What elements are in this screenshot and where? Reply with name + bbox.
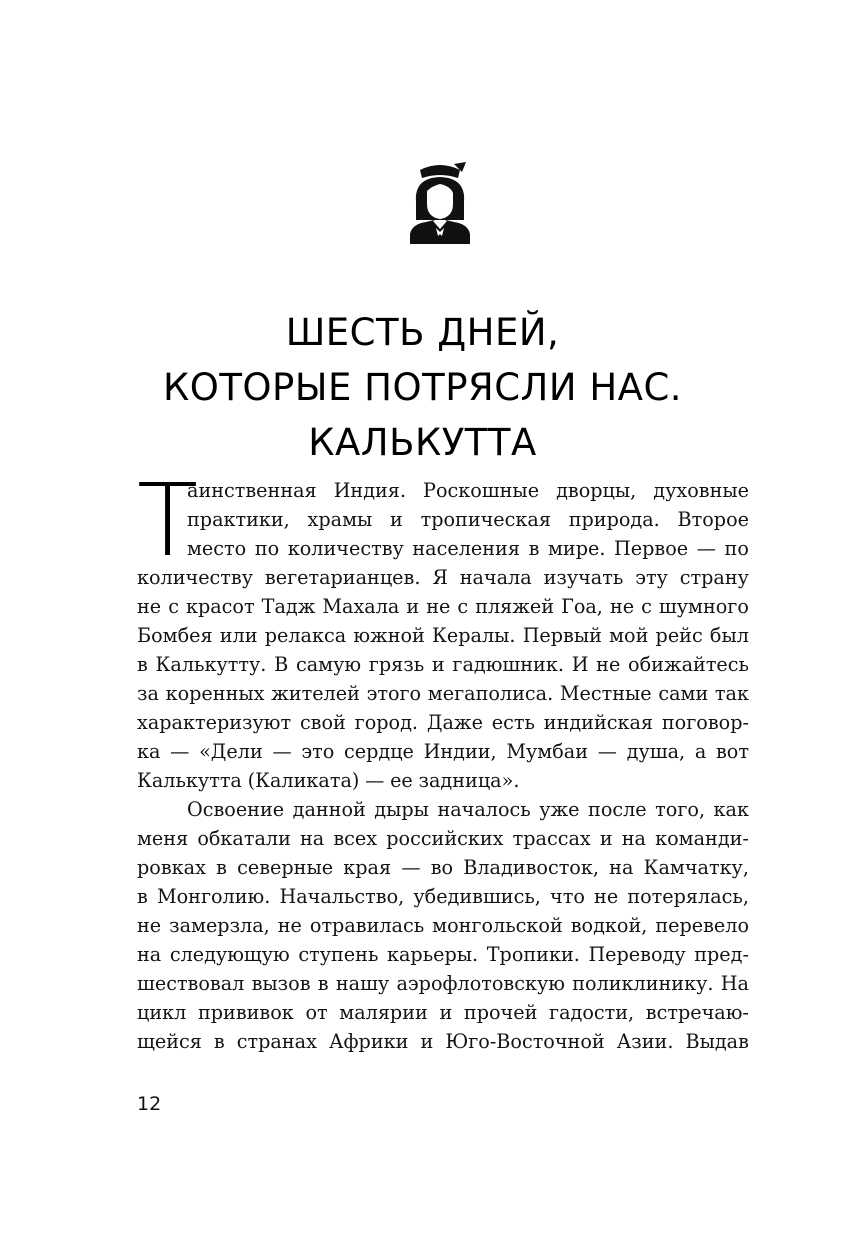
paragraph-2-line xyxy=(137,969,749,998)
word: духовные xyxy=(653,479,749,502)
word: Индии, xyxy=(423,740,497,763)
word: этого xyxy=(366,682,422,705)
word: Калькутту. xyxy=(155,653,267,676)
word: с xyxy=(168,595,179,618)
word: Начальство, xyxy=(279,885,405,908)
word: И xyxy=(571,653,589,676)
paragraph-1-line xyxy=(137,679,749,708)
word: Гоа, xyxy=(561,595,603,618)
word: шумного xyxy=(658,595,749,618)
chapter-title-line-3: КАЛЬКУТТА xyxy=(308,421,537,464)
word: Африки xyxy=(328,1030,409,1053)
word: индийская xyxy=(543,711,654,734)
word: потерялась, xyxy=(627,885,749,908)
word: Даже xyxy=(426,711,483,734)
word: или xyxy=(219,624,258,647)
word: Владивосток, xyxy=(463,856,599,879)
word: и xyxy=(439,1001,453,1024)
word: в xyxy=(216,856,227,879)
word: странах xyxy=(236,1030,317,1053)
word: отравилась xyxy=(309,914,425,937)
chapter-title-line-1: ШЕСТЬ ДНЕЙ, xyxy=(285,311,560,354)
word: замерзла, xyxy=(169,914,270,937)
word: аэрофлотовскую xyxy=(396,972,565,995)
word: дыры xyxy=(374,798,429,821)
word: по xyxy=(724,537,749,560)
word: не xyxy=(426,595,451,618)
word: убедившись, xyxy=(413,885,541,908)
word: уже xyxy=(539,798,580,821)
paragraph-2-line xyxy=(137,911,749,940)
word: меня xyxy=(137,827,189,850)
word: страну xyxy=(679,566,749,589)
word: — xyxy=(272,740,292,763)
word: за xyxy=(137,682,159,705)
word: Бомбея xyxy=(137,624,213,647)
word: Калькутта xyxy=(137,769,242,792)
word: и xyxy=(390,508,403,531)
paragraph-2-line xyxy=(137,795,749,824)
word: на xyxy=(300,827,325,850)
word: вегетарианцев. xyxy=(264,566,421,589)
word: Тадж xyxy=(261,595,316,618)
word: Местные xyxy=(559,682,652,705)
paragraph-1-line xyxy=(137,737,749,766)
word: на xyxy=(137,943,162,966)
word: — xyxy=(597,740,617,763)
word: цикл xyxy=(137,1001,187,1024)
word: в xyxy=(137,885,148,908)
flight-attendant-icon xyxy=(406,162,474,244)
word: прививок xyxy=(197,1001,294,1024)
word: Юго-Восточной xyxy=(445,1030,605,1053)
word: сердце xyxy=(344,740,414,763)
word: аинственная xyxy=(187,479,317,502)
word: — xyxy=(170,740,190,763)
word: город. xyxy=(354,711,419,734)
word: ступень xyxy=(298,943,379,966)
word: храмы xyxy=(307,508,373,531)
word: природа. xyxy=(568,508,660,531)
word: На xyxy=(720,972,749,995)
word: после xyxy=(588,798,647,821)
paragraph-2-line xyxy=(137,882,749,911)
word: и xyxy=(420,1030,434,1053)
word: мегаполиса. xyxy=(427,682,554,705)
word: и xyxy=(406,595,420,618)
word: южной xyxy=(353,624,425,647)
word: Второе xyxy=(677,508,749,531)
word: коренных xyxy=(165,682,265,705)
word: водкой, xyxy=(570,914,648,937)
word: эту xyxy=(635,566,668,589)
word: прочей xyxy=(463,1001,538,1024)
word: как xyxy=(713,798,749,821)
word: «Дели xyxy=(199,740,263,763)
word: следующую xyxy=(169,943,290,966)
word: данной xyxy=(292,798,366,821)
word: гадости, xyxy=(549,1001,635,1024)
paragraph-1-line xyxy=(137,534,749,563)
word: ка xyxy=(137,740,161,763)
word: Освоение xyxy=(187,798,285,821)
word: в xyxy=(213,1030,225,1053)
word: встречаю- xyxy=(645,1001,749,1024)
chapter-title xyxy=(0,305,845,470)
word: Первое xyxy=(614,537,689,560)
word: пред- xyxy=(694,943,749,966)
paragraph-1-line xyxy=(137,563,749,592)
word: команди- xyxy=(655,827,749,850)
paragraph-2-line xyxy=(137,824,749,853)
word: Переводу xyxy=(588,943,686,966)
word: шествовал xyxy=(137,972,245,995)
word: Тропики. xyxy=(486,943,580,966)
word: — xyxy=(401,856,421,879)
word: трассах xyxy=(512,827,591,850)
word: задница». xyxy=(418,769,520,792)
word: (Каликата) xyxy=(247,769,360,792)
word: это xyxy=(301,740,335,763)
word: практики, xyxy=(187,508,290,531)
word: Мумбаи xyxy=(506,740,588,763)
word: карьеры. xyxy=(386,943,479,966)
word: тропическая xyxy=(420,508,551,531)
word: Индия. xyxy=(333,479,407,502)
word: характеризуют xyxy=(137,711,292,734)
drop-cap: Т xyxy=(137,462,199,579)
word: населения xyxy=(412,537,520,560)
paragraph-1-line xyxy=(137,766,749,795)
word: релакса xyxy=(264,624,347,647)
word: ее xyxy=(390,769,413,792)
page-number: 12 xyxy=(137,1093,162,1115)
word: изучать xyxy=(543,566,624,589)
word: красот xyxy=(185,595,255,618)
paragraph-2-line xyxy=(137,940,749,969)
word: Первый xyxy=(522,624,602,647)
word: рейс xyxy=(655,624,703,647)
word: и xyxy=(599,827,613,850)
word: место xyxy=(187,537,247,560)
word: В xyxy=(274,653,289,676)
paragraph-2-line xyxy=(137,998,749,1027)
word: не xyxy=(137,595,162,618)
word: душа, xyxy=(626,740,686,763)
word: количеству xyxy=(137,566,254,589)
word: а xyxy=(694,740,707,763)
word: — xyxy=(696,537,716,560)
word: дворцы, xyxy=(556,479,637,502)
word: и xyxy=(431,653,445,676)
word: мой xyxy=(609,624,649,647)
paragraph-2-line xyxy=(137,1027,749,1056)
paragraph-1-line xyxy=(137,592,749,621)
word: Монголию. xyxy=(156,885,271,908)
word: поговор- xyxy=(661,711,749,734)
word: не xyxy=(594,885,619,908)
word: гадюшник. xyxy=(452,653,564,676)
word: начала xyxy=(459,566,532,589)
word: сами xyxy=(658,682,709,705)
paragraph-2-line xyxy=(137,853,749,882)
word: от xyxy=(305,1001,328,1024)
word: обкатали xyxy=(197,827,291,850)
word: пляжей xyxy=(475,595,555,618)
word: северные xyxy=(237,856,334,879)
word: что xyxy=(550,885,585,908)
word: Азии. xyxy=(616,1030,674,1053)
word: в xyxy=(317,972,329,995)
paragraph-1-line xyxy=(137,621,749,650)
word: на xyxy=(621,827,646,850)
word: есть xyxy=(491,711,535,734)
chapter-title-line-2: КОТОРЫЕ ПОТРЯСЛИ НАС. xyxy=(162,366,683,409)
word: ровках xyxy=(137,856,206,879)
paragraph-1-line xyxy=(137,708,749,737)
word: грязь xyxy=(368,653,425,676)
word: свой xyxy=(299,711,346,734)
word: нашу xyxy=(335,972,390,995)
word: началось xyxy=(437,798,531,821)
word: вызов xyxy=(251,972,311,995)
word: Выдав xyxy=(685,1030,749,1053)
word: на xyxy=(609,856,634,879)
word: во xyxy=(430,856,454,879)
word: российских xyxy=(386,827,504,850)
word: вот xyxy=(716,740,749,763)
word: был xyxy=(709,624,749,647)
word: Я xyxy=(432,566,448,589)
word: Роскошные xyxy=(423,479,540,502)
word: Махала xyxy=(322,595,400,618)
paragraph-1-line xyxy=(137,505,749,534)
word: края xyxy=(343,856,392,879)
word: всех xyxy=(333,827,378,850)
word: с xyxy=(641,595,652,618)
word: так xyxy=(714,682,749,705)
word: жителей xyxy=(271,682,360,705)
word: не xyxy=(137,914,162,937)
word: малярии xyxy=(339,1001,428,1024)
paragraph-1-line xyxy=(137,650,749,679)
word: обижайтесь xyxy=(628,653,749,676)
word: монгольской xyxy=(432,914,563,937)
paragraph-1-line xyxy=(137,476,749,505)
word: самую xyxy=(295,653,362,676)
word: в xyxy=(137,653,148,676)
word: поликлинику. xyxy=(572,972,714,995)
body-text xyxy=(137,462,749,1056)
word: не xyxy=(596,653,621,676)
word: того, xyxy=(655,798,706,821)
word: щейся xyxy=(137,1030,202,1053)
word: Кералы. xyxy=(432,624,516,647)
word: количеству xyxy=(287,537,404,560)
word: Камчатку, xyxy=(643,856,749,879)
word: по xyxy=(254,537,280,560)
word: не xyxy=(277,914,302,937)
word: не xyxy=(609,595,635,618)
word: мире. xyxy=(547,537,606,560)
word: перевело xyxy=(655,914,749,937)
word: с xyxy=(457,595,469,618)
word: в xyxy=(528,537,540,560)
word: — xyxy=(365,769,385,792)
